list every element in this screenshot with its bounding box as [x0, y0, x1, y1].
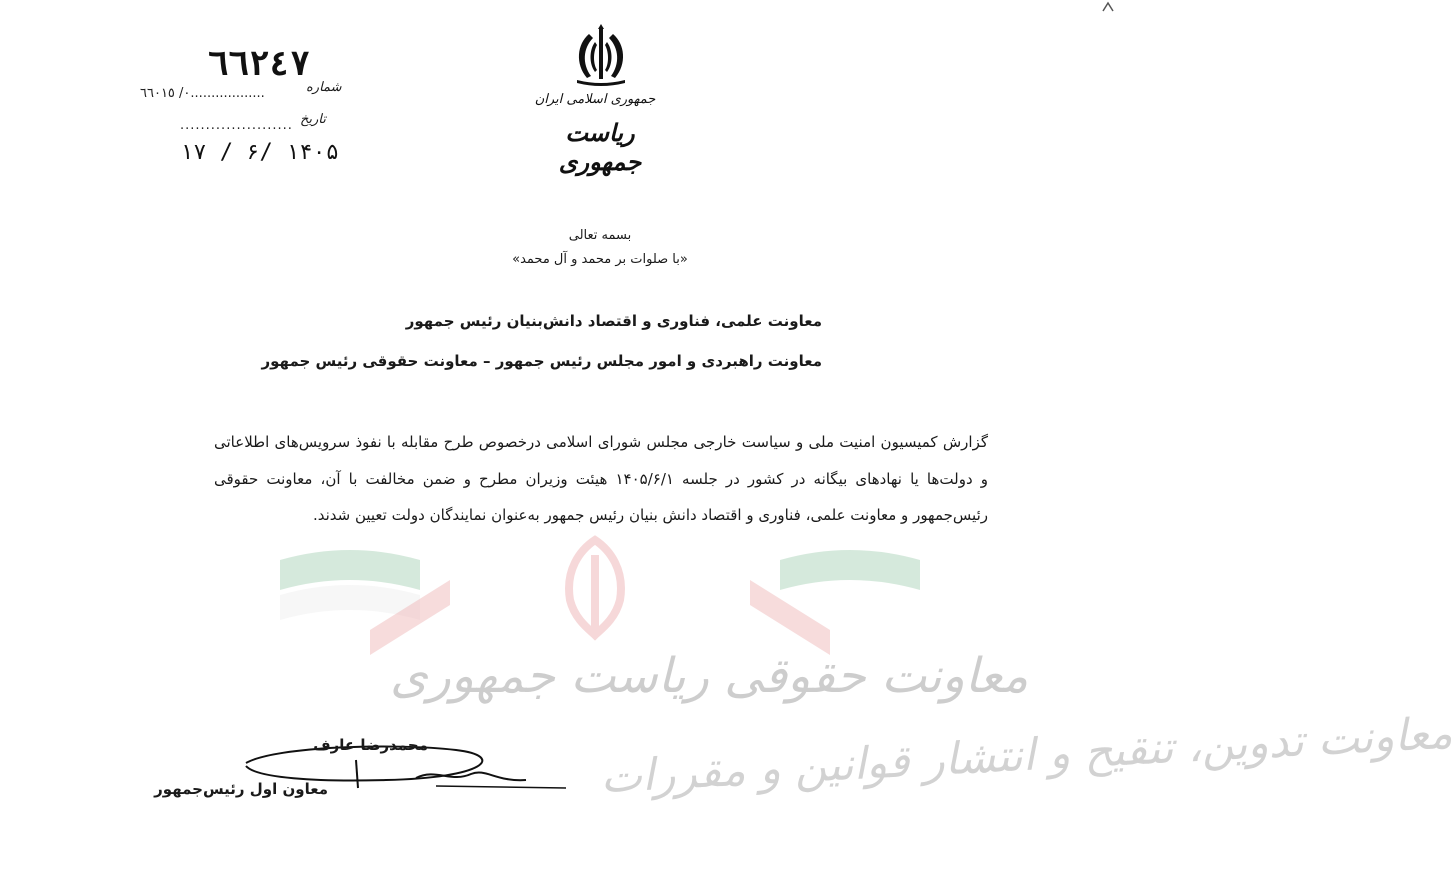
bismillah-line: بسمه تعالی	[568, 228, 632, 243]
watermark-text-codification-deputy: معاونت تدوین، تنقیح و انتشار قوانین و مقررات	[599, 707, 1454, 804]
date-dots: ......................	[180, 118, 293, 133]
letter-number-handwritten: ٦٦٢٤٧	[208, 44, 311, 84]
number-field	[140, 86, 265, 101]
signatory-title: معاون اول رئیس‌جمهور	[154, 780, 328, 798]
letter-date-handwritten: ۱۴۰۵ /۶ / ۱۷	[180, 140, 339, 165]
number-printed: ٦٦٠١٥ /۰	[140, 86, 191, 101]
number-dots: ..................	[190, 86, 265, 101]
signatory-name: محمدرضا عارف	[313, 736, 428, 754]
republic-header: جمهوری اسلامی ایران	[534, 92, 656, 107]
letter-body-paragraph: گزارش کمیسیون امنیت ملی و سیاست خارجی مجلس شورای اسلامی درخصوص طرح مقابله با نفوذ سرویس‌های اطلاعاتی و دولت‌ها یا نهادهای بیگانه در کشور در جلسه ۱۴۰۵/۶/۱ هیئت وزیران مطرح و ضمن مخالفت با آن، معاونت حقوقی رئیس‌جمهور و معاونت علمی، فناوری و اقتصاد دانش بنیان رئیس جمهور به‌عنوان نمایندگان دولت تعیین شدند.	[214, 433, 988, 524]
watermark-text-legal-deputy: معاونت حقوقی ریاست جمهوری	[390, 648, 1029, 704]
salawat-line: «با صلوات بر محمد و آل محمد»	[512, 252, 688, 267]
recipient-line-2: معاونت راهبردی و امور مجلس رئیس جمهور – معاونت حقوقی رئیس جمهور	[261, 352, 822, 370]
presidency-header: ریاست جمهوری	[558, 118, 642, 176]
number-label: شماره	[306, 80, 342, 95]
date-label: تاریخ	[300, 112, 326, 127]
recipient-line-1: معاونت علمی، فناوری و اقتصاد دانش‌بنیان رئیس جمهور	[405, 312, 822, 330]
iran-emblem-icon	[563, 20, 639, 90]
corner-mark-icon	[1102, 0, 1114, 12]
